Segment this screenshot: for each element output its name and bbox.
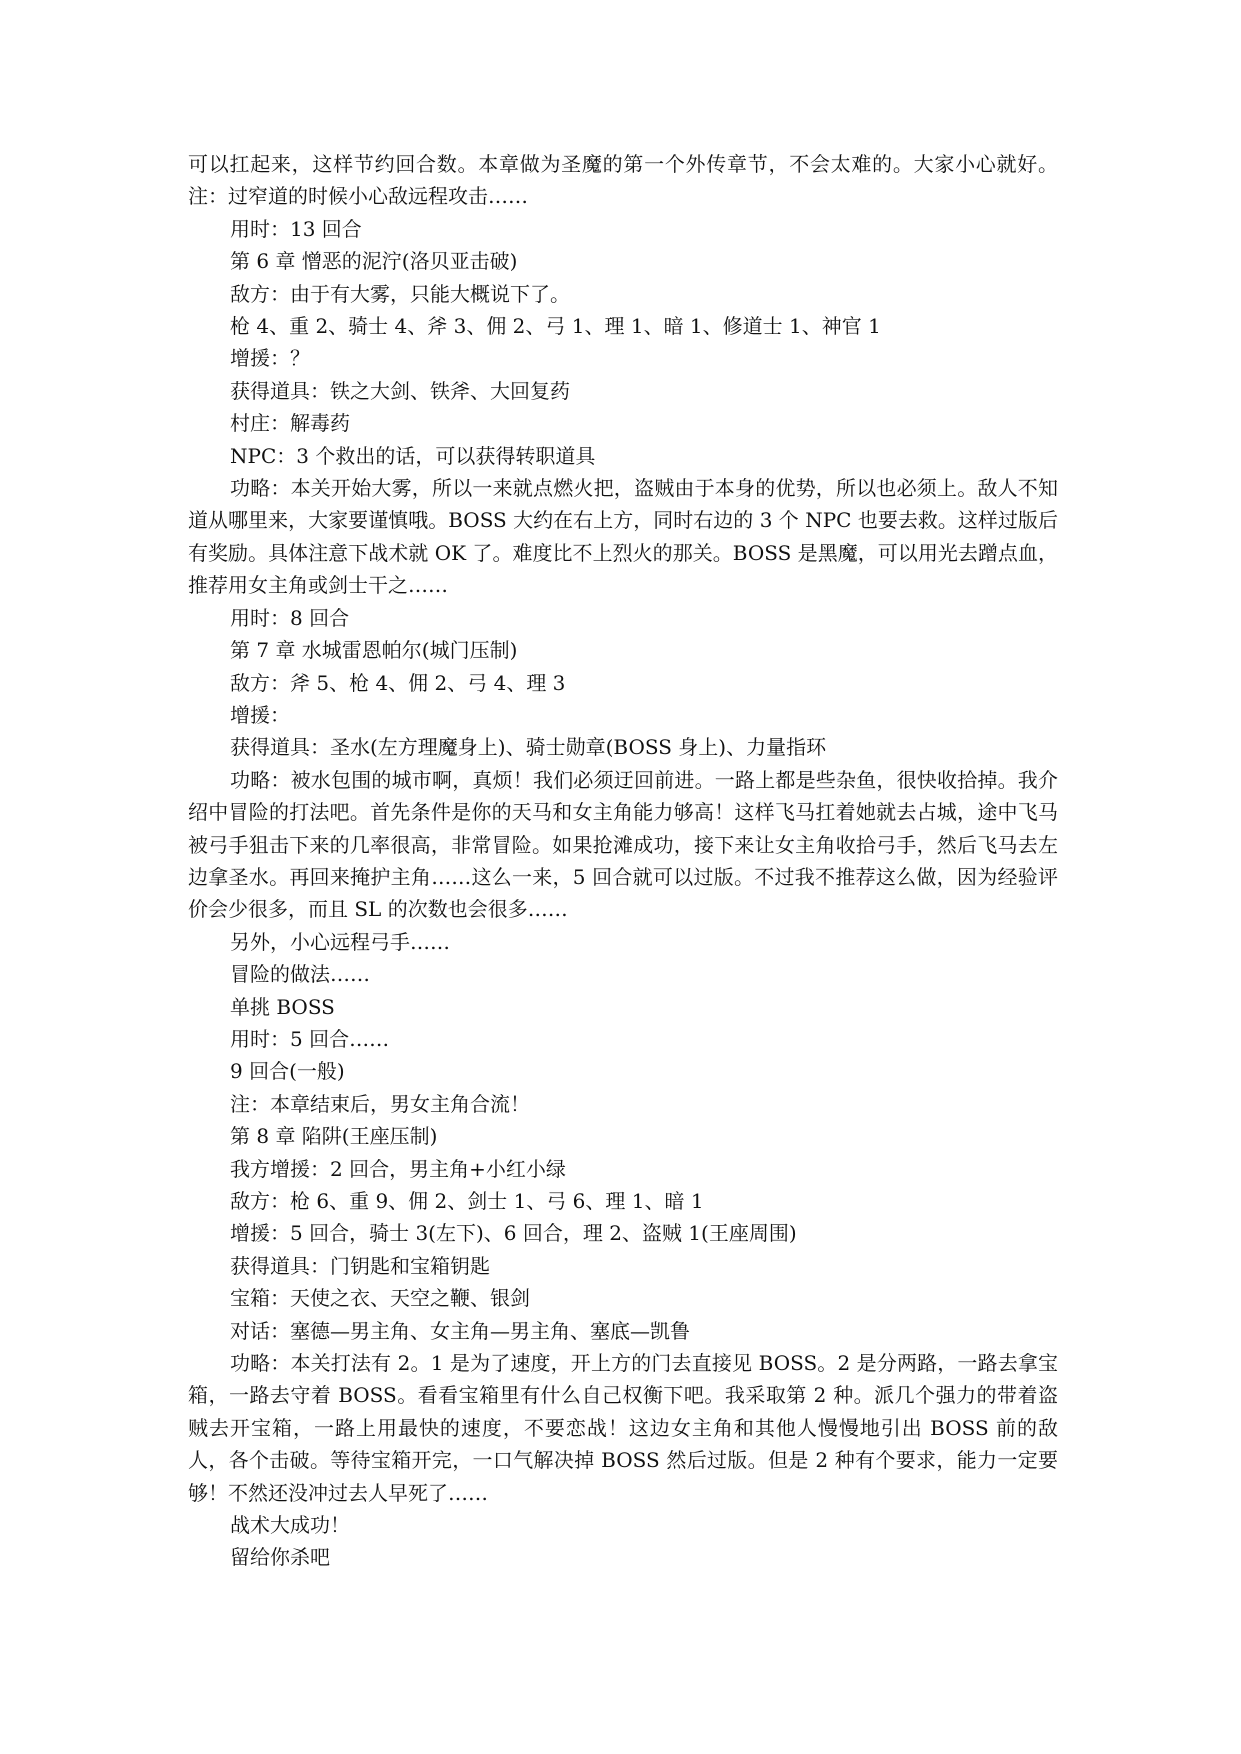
paragraph: 第 7 章 水城雷恩帕尔(城门压制) <box>230 638 518 663</box>
paragraph: 注：本章结束后，男女主角合流！ <box>230 1091 530 1116</box>
paragraph: 敌方：由于有大雾，只能大概说下了。 <box>230 281 570 306</box>
paragraph: 宝箱：天使之衣、天空之鞭、银剑 <box>230 1286 530 1311</box>
paragraph: 获得道具：门钥匙和宝箱钥匙 <box>230 1253 490 1278</box>
paragraph: 我方增援：2 回合，男主角+小红小绿 <box>230 1156 566 1181</box>
paragraph: 第 6 章 憎恶的泥泞(洛贝亚击破) <box>230 249 518 274</box>
paragraph: 增援：？ <box>230 346 310 371</box>
paragraph: 用时：13 回合 <box>230 216 362 241</box>
paragraph: 增援：5 回合，骑士 3(左下)、6 回合，理 2、盗贼 1(王座周围) <box>230 1221 797 1246</box>
paragraph: 用时：5 回合…… <box>230 1026 390 1051</box>
paragraph: 村庄：解毒药 <box>230 411 350 436</box>
paragraph: 获得道具：铁之大剑、铁斧、大回复药 <box>230 378 570 403</box>
paragraph: 战术大成功！ <box>230 1513 350 1538</box>
paragraph: 留给你杀吧 <box>230 1545 330 1570</box>
paragraph: 可以扛起来，这样节约回合数。本章做为圣魔的第一个外传章节，不会太难的。大家小心就好。注：过窄道的时候小心敌远程攻击…… <box>188 152 1058 209</box>
paragraph: NPC：3 个救出的话，可以获得转职道具 <box>230 443 596 468</box>
paragraph: 功略：本关打法有 2。1 是为了速度，开上方的门去直接见 BOSS。2 是分两路，一路去拿宝箱，一路去守着 BOSS。看看宝箱里有什么自己权衡下吧。我采取第 2 种。派几个强力的带着盗贼去开宝箱，一路上用最快的速度，不要恋战！这边女主角和其他人慢慢地引出 BOSS 前的敌人，各个击破。等待宝箱开完，一口气解决掉 BOSS 然后过版。但是 2 种有个要求，能力一定要够！不然还没冲过去人早死了…… <box>188 1351 1058 1505</box>
paragraph: 另外，小心远程弓手…… <box>230 929 450 954</box>
paragraph: 冒险的做法…… <box>230 962 370 987</box>
document-page <box>188 148 1058 1574</box>
paragraph: 枪 4、重 2、骑士 4、斧 3、佣 2、弓 1、理 1、暗 1、修道士 1、神官 1 <box>230 314 881 339</box>
paragraph: 第 8 章 陷阱(王座压制) <box>230 1124 438 1149</box>
paragraph: 9 回合(一般) <box>230 1059 345 1084</box>
paragraph: 功略：被水包围的城市啊，真烦！我们必须迂回前进。一路上都是些杂鱼，很快收拾掉。我介绍中冒险的打法吧。首先条件是你的天马和女主角能力够高！这样飞马扛着她就去占城，途中飞马被弓手狙击下来的几率很高，非常冒险。如果抢滩成功，接下来让女主角收拾弓手，然后飞马去左边拿圣水。再回来掩护主角……这么一来，5 回合就可以过版。不过我不推荐这么做，因为经验评价会少很多，而且 SL 的次数也会很多…… <box>188 767 1058 922</box>
paragraph: 功略：本关开始大雾，所以一来就点燃火把，盗贼由于本身的优势，所以也必须上。敌人不知道从哪里来，大家要谨慎哦。BOSS 大约在右上方，同时右边的 3 个 NPC 也要去救。这样过版后有奖励。具体注意下战术就 OK 了。难度比不上烈火的那关。BOSS 是黑魔，可以用光去蹭点血，推荐用女主角或剑士干之…… <box>188 476 1058 598</box>
paragraph: 用时：8 回合 <box>230 605 350 630</box>
paragraph: 增援： <box>230 702 290 727</box>
paragraph: 对话：塞德—男主角、女主角—男主角、塞底—凯鲁 <box>230 1318 690 1343</box>
paragraph: 获得道具：圣水(左方理魔身上)、骑士勋章(BOSS 身上)、力量指环 <box>230 735 827 760</box>
paragraph: 敌方：枪 6、重 9、佣 2、剑士 1、弓 6、理 1、暗 1 <box>230 1189 704 1213</box>
paragraph: 敌方：斧 5、枪 4、佣 2、弓 4、理 3 <box>230 670 566 695</box>
paragraph: 单挑 BOSS <box>230 994 335 1019</box>
